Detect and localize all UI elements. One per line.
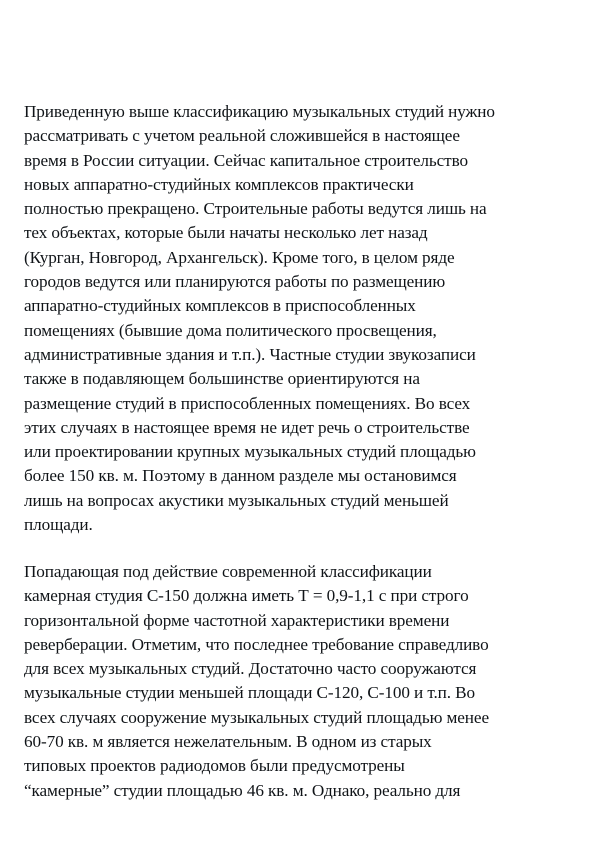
paragraph-line: типовых проектов радиодомов были предусмотрены [24,756,405,776]
paragraph-line: “камерные” студии площадью 46 кв. м. Однако, реально для [24,780,461,800]
paragraph-line: этих случаях в настоящее время не идет речь о строительстве [24,417,470,437]
paragraph-line: 60-70 кв. м является нежелательным. В одном из старых [24,732,432,752]
paragraph-line: время в России ситуации. Сейчас капитальное строительство [24,150,468,170]
paragraph-line: площади. [24,515,93,535]
paragraph-line: музыкальные студии меньшей площади С-120, С-100 и т.п. Во [24,683,475,703]
paragraph-line: Попадающая под действие современной классификации [24,562,432,581]
paragraph-line: горизонтальной форме частотной характеристики времени [24,610,450,630]
paragraph-line: также в подавляющем большинстве ориентируются на [24,369,420,389]
paragraph-line: более 150 кв. м. Поэтому в данном разделе мы остановимся [24,466,457,486]
paragraph-line: камерная студия С-150 должна иметь Т = 0,9-1,1 с при строго [24,586,469,606]
paragraph-2 [24,560,584,803]
paragraph-1 [24,100,584,537]
paragraph-line: городов ведутся или планируются работы по размещению [24,272,446,292]
paragraph-line: для всех музыкальных студий. Достаточно часто сооружаются [24,659,477,679]
paragraph-line: всех случаях сооружение музыкальных студий площадью менее [24,707,489,727]
paragraph-line: размещение студий в приспособленных помещениях. Во всех [24,393,471,413]
paragraph-line: (Курган, Новгород, Архангельск). Кроме того, в целом ряде [24,247,455,267]
paragraph-line: аппаратно-студийных комплексов в приспособленных [24,296,416,316]
paragraph-line: полностью прекращено. Строительные работы ведутся лишь на [24,199,487,219]
paragraph-line: новых аппаратно-студийных комплексов практически [24,174,414,194]
paragraph-line: рассматривать с учетом реальной сложившейся в настоящее [24,126,460,146]
paragraph-line: лишь на вопросах акустики музыкальных студий меньшей [24,490,449,510]
paragraph-line: административные здания и т.п.). Частные студии звукозаписи [24,344,476,364]
paragraph-line: реверберации. Отметим, что последнее требование справедливо [24,634,489,654]
paragraph-line: Приведенную выше классификацию музыкальных студий нужно [24,102,495,121]
paragraph-line: тех объектах, которые были начаты несколько лет назад [24,223,428,243]
paragraph-line: или проектировании крупных музыкальных студий площадью [24,442,476,462]
paragraph-line: помещениях (бывшие дома политического просвещения, [24,320,437,340]
